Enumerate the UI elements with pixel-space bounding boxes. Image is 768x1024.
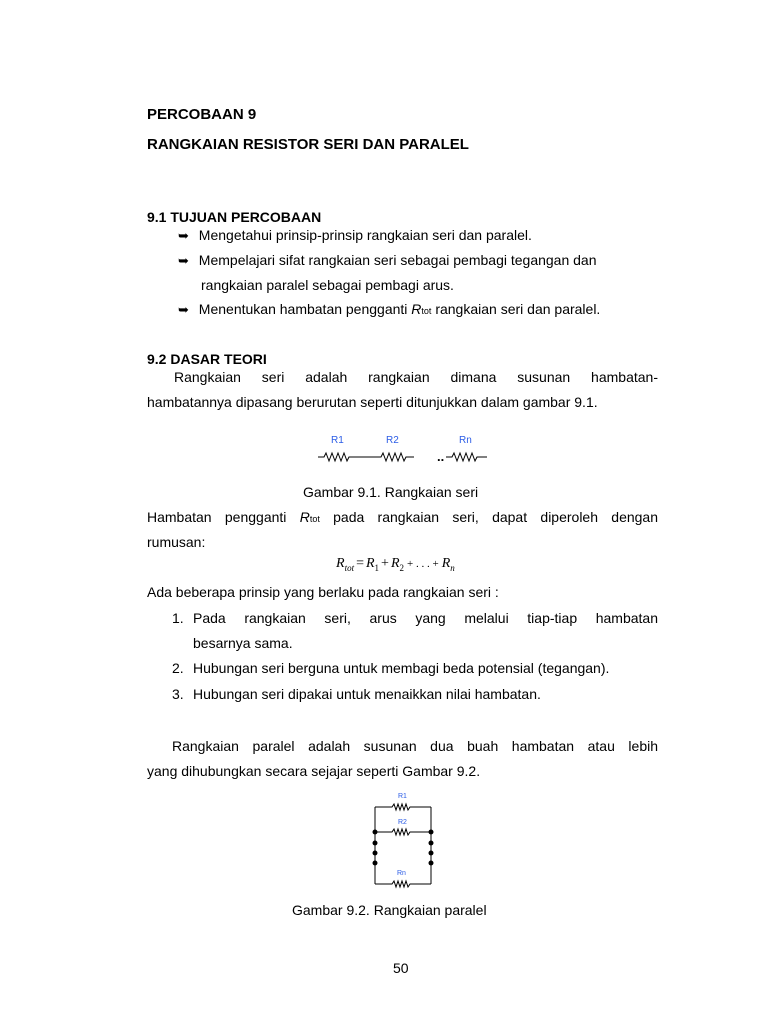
resistor-r1-symbol (375, 804, 431, 810)
paragraph-line: Rangkaian paralel adalah susunan dua buah hambatan atau lebih (172, 738, 658, 754)
resistor-label-r2: R2 (386, 435, 399, 446)
parallel-circuit-diagram (366, 786, 440, 890)
junction-dots (373, 830, 434, 866)
objective-text: Menentukan hambatan pengganti Rtot rangkaian seri dan paralel. (198, 301, 601, 317)
arrow-bullet-icon: ➥ (178, 302, 189, 317)
page-number: 50 (393, 960, 409, 976)
principle-text: Hubungan seri berguna untuk membagi beda potensial (tegangan). (193, 660, 610, 676)
objective-text: Mengetahui prinsip-prinsip rangkaian seri dan paralel. (198, 227, 532, 243)
list-item (178, 301, 600, 318)
paragraph-line: Rangkaian seri adalah rangkaian dimana susunan hambatan- (174, 369, 658, 385)
objective-text: Mempelajari sifat rangkaian seri sebagai pembagi tegangan dan (198, 252, 597, 268)
resistor-label-r2: R2 (398, 819, 407, 826)
principle-text: Pada rangkaian seri, arus yang melalui tiap-tiap hambatan (193, 610, 658, 626)
resistor-r2-symbol (373, 453, 414, 461)
arrow-bullet-icon: ➥ (178, 253, 189, 268)
chapter-number: PERCOBAAN 9 (147, 106, 257, 123)
paragraph-line: Hambatan pengganti Rtot pada rangkaian seri, dapat diperoleh dengan (147, 509, 659, 525)
principle-text-continued: besarnya sama. (193, 635, 293, 651)
list-item (178, 227, 532, 244)
paragraph-line: hambatannya dipasang berurutan seperti ditunjukkan dalam gambar 9.1. (147, 394, 598, 410)
resistor-label-r1: R1 (331, 435, 344, 446)
list-number: 2. (172, 660, 184, 676)
objective-text-continued: rangkaian paralel sebagai pembagi arus. (201, 277, 454, 293)
section-title-tujuan: 9.1 TUJUAN PERCOBAAN (147, 209, 322, 225)
chapter-title: RANGKAIAN RESISTOR SERI DAN PARALEL (147, 136, 469, 153)
continuation-dots: .. (437, 449, 445, 464)
resistor-r2-symbol (375, 829, 431, 835)
series-resistance-formula: $R_{tot} = R_1 + R_2$ + . . . + $R_n$ (336, 556, 455, 573)
series-circuit-diagram (310, 428, 500, 468)
list-item (178, 252, 597, 269)
rtot-symbol: R (411, 301, 422, 317)
resistor-label-r1: R1 (398, 793, 407, 800)
resistor-rn-symbol (375, 881, 431, 887)
arrow-bullet-icon: ➥ (178, 228, 189, 243)
list-number: 3. (172, 686, 184, 702)
paragraph-line: Ada beberapa prinsip yang berlaku pada rangkaian seri : (147, 584, 499, 600)
paragraph-line: yang dihubungkan secara sejajar seperti Gambar 9.2. (147, 763, 481, 779)
section-title-dasar-teori: 9.2 DASAR TEORI (147, 351, 267, 367)
rtot-symbol: R (299, 509, 310, 525)
paragraph-line: rumusan: (147, 534, 206, 550)
resistor-label-rn: Rn (397, 870, 406, 877)
list-number: 1. (172, 610, 184, 626)
resistor-r1-symbol (318, 453, 373, 461)
principle-text: Hubungan seri dipakai untuk menaikkan nilai hambatan. (193, 686, 541, 702)
resistor-label-rn: Rn (459, 435, 472, 446)
figure-caption: Gambar 9.2. Rangkaian paralel (292, 902, 487, 918)
figure-caption: Gambar 9.1. Rangkaian seri (303, 484, 479, 500)
resistor-rn-symbol (446, 453, 487, 461)
